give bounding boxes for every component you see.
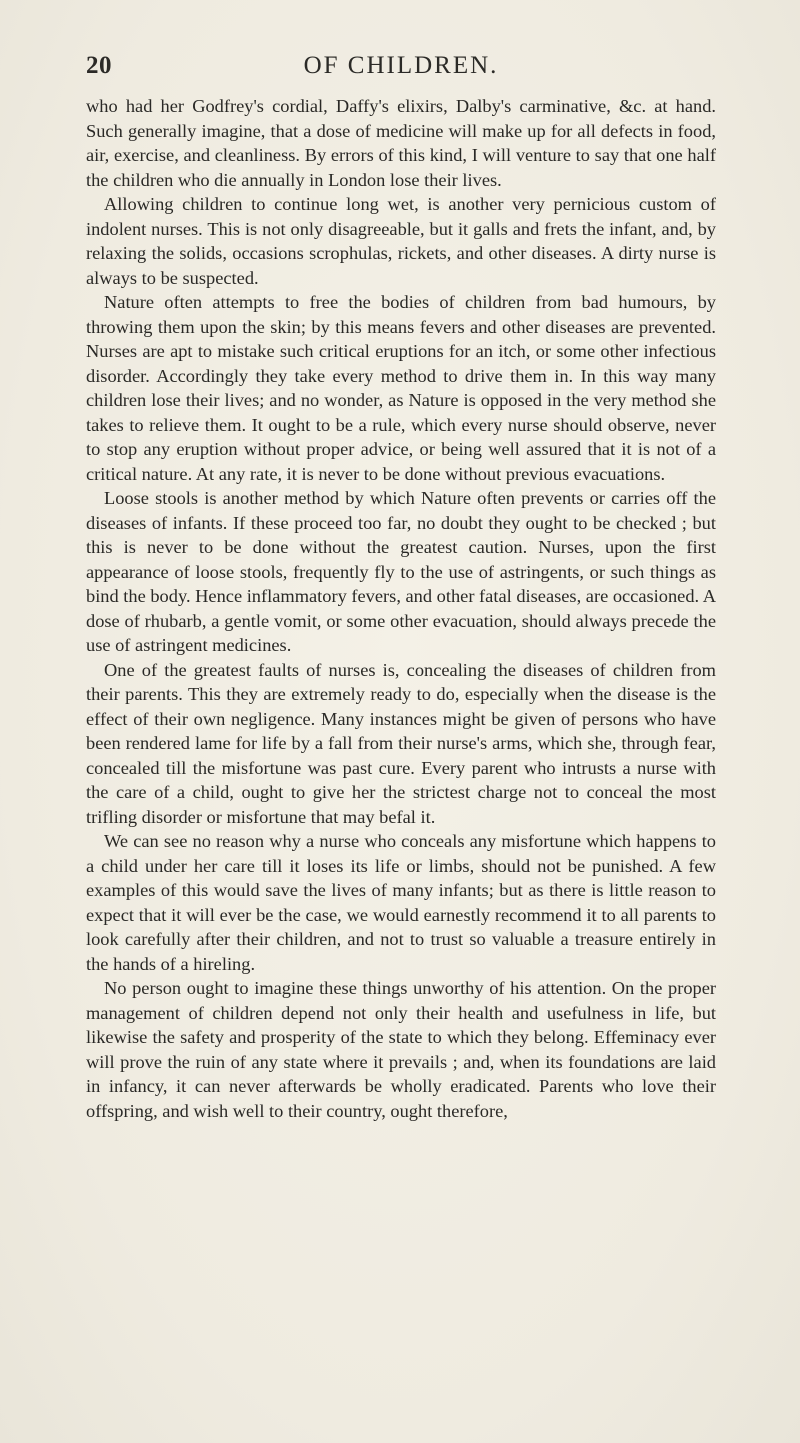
body-text — [86, 94, 716, 1123]
running-head: OF CHILDREN. — [303, 52, 499, 79]
paragraph: No person ought to imagine these things unworthy of his attention. On the proper management of children depend not only their health and usefulness in life, but likewise the safety and prosperity of the state to which they belong. Effeminacy ever will prove the ruin of any state where it prevails ; and, when its foundations are laid in infancy, it can never afterwards be wholly eradicated. Parents who love their offspring, and wish well to their country, ought therefore, — [86, 978, 716, 1121]
page-header — [86, 52, 716, 92]
paragraph: We can see no reason why a nurse who conceals any misfortune which happens to a child under her care till it loses its life or limbs, should not be punished. A few examples of this would save the lives of many infants; but as there is little reason to expect that it will ever be the case, we would earnestly recommend it to all parents to look carefully after their children, and not to trust so valuable a treasure entirely in the hands of a hireling. — [86, 831, 716, 974]
paragraph: One of the greatest faults of nurses is, concealing the diseases of children from their parents. This they are extremely ready to do, especially when the disease is the effect of their own negligence. Many instances might be given of persons who have been rendered lame for life by a fall from their nurse's arms, which she, through fear, concealed till the misfortune was past cure. Every parent who intrusts a nurse with the care of a child, ought to give her the strictest charge not to conceal the most trifling disorder or misfortune that may befal it. — [86, 659, 716, 827]
paragraph: who had her Godfrey's cordial, Daffy's elixirs, Dalby's carminative, &c. at hand. Such generally imagine, that a dose of medicine will make up for all defects in food, air, exercise, and cleanliness. By errors of this kind, I will venture to say that one half the children who die annually in London lose their lives. — [86, 96, 716, 190]
paragraph: Allowing children to continue long wet, is another very pernicious custom of indolent nurses. This is not only disagreeable, but it galls and frets the infant, and, by relaxing the solids, occasions scrophulas, rickets, and other diseases. A dirty nurse is always to be suspected. — [86, 194, 716, 288]
page-number: 20 — [86, 52, 112, 79]
paragraph: Loose stools is another method by which Nature often prevents or carries off the diseases of infants. If these proceed too far, no doubt they ought to be checked ; but this is never to be done without the greatest caution. Nurses, upon the first appearance of loose stools, frequently fly to the use of astringents, or such things as bind the body. Hence inflammatory fevers, and other fatal diseases, are occasioned. A dose of rhubarb, a gentle vomit, or some other evacuation, should always precede the use of astringent medicines. — [86, 488, 716, 655]
paragraph: Nature often attempts to free the bodies of children from bad humours, by throwing them upon the skin; by this means fevers and other diseases are prevented. Nurses are apt to mistake such critical eruptions for an itch, or some other infectious disorder. Accordingly they take every method to drive them in. In this way many children lose their lives; and no wonder, as Nature is opposed in the very method she takes to relieve them. It ought to be a rule, which every nurse should observe, never to stop any eruption without proper advice, or being well assured that it is not of a critical nature. At any rate, it is never to be done without previous evacuations. — [86, 292, 716, 484]
